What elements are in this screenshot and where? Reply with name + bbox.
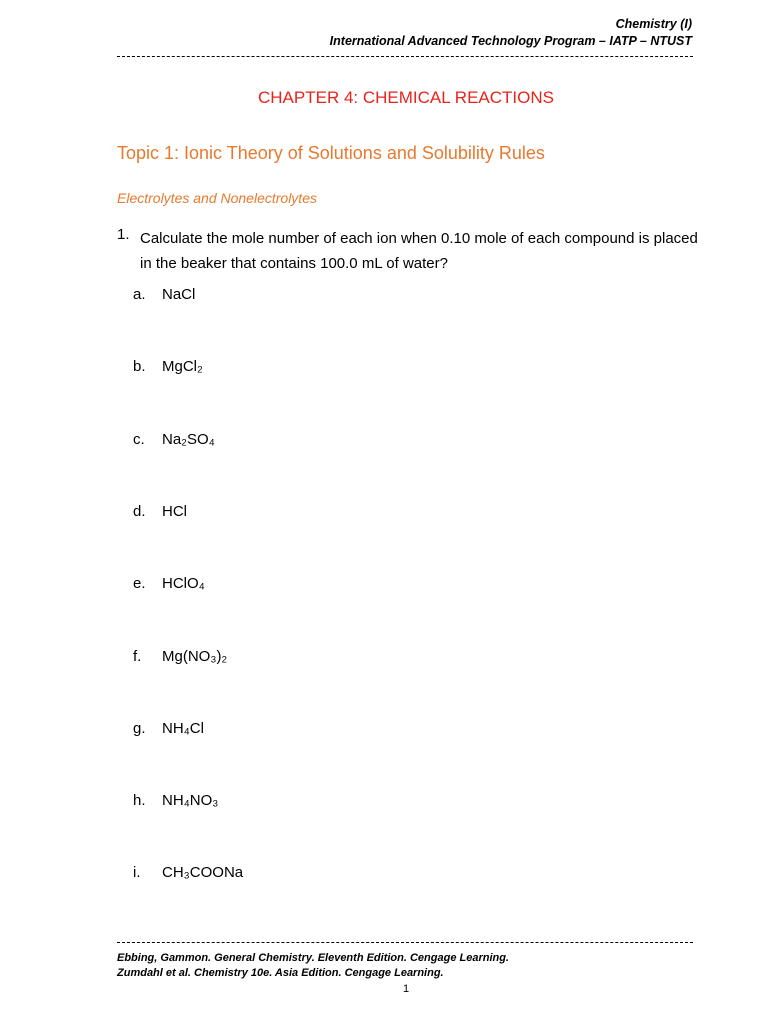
footer-reference-2: Zumdahl et al. Chemistry 10e. Asia Edition. Cengage Learning. bbox=[117, 967, 444, 979]
item-formula: HClO₄ bbox=[162, 575, 205, 592]
item-formula: Mg(NO₃)₂ bbox=[162, 648, 228, 665]
footer-divider bbox=[117, 942, 693, 943]
header-program: International Advanced Technology Program – IATP – NTUST bbox=[329, 34, 692, 48]
item-letter: e. bbox=[133, 575, 146, 592]
item-formula: NH₄Cl bbox=[162, 720, 204, 737]
item-letter: c. bbox=[133, 431, 145, 448]
item-letter: h. bbox=[133, 792, 146, 809]
item-letter: i. bbox=[133, 864, 141, 881]
item-letter: a. bbox=[133, 286, 146, 303]
header-divider bbox=[117, 56, 693, 57]
question-text: Calculate the mole number of each ion when 0.10 mole of each compound is placed in the beaker that contains 100.0 mL of water? bbox=[140, 230, 698, 272]
item-formula: NH₄NO₃ bbox=[162, 792, 219, 809]
item-letter: b. bbox=[133, 358, 146, 375]
item-formula: CH₃COONa bbox=[162, 864, 244, 881]
chapter-title: CHAPTER 4: CHEMICAL REACTIONS bbox=[258, 88, 554, 107]
page-number: 1 bbox=[402, 983, 410, 995]
question-number: 1. bbox=[117, 226, 130, 243]
header-course: Chemistry (I) bbox=[615, 17, 692, 31]
footer-reference-1: Ebbing, Gammon. General Chemistry. Eleventh Edition. Cengage Learning. bbox=[117, 952, 509, 964]
item-formula: NaCl bbox=[162, 286, 196, 303]
item-formula: Na₂SO₄ bbox=[162, 431, 215, 448]
subtopic-title: Electrolytes and Nonelectrolytes bbox=[117, 190, 317, 206]
topic-title: Topic 1: Ionic Theory of Solutions and Solubility Rules bbox=[117, 143, 545, 163]
item-letter: f. bbox=[133, 648, 142, 665]
item-formula: HCl bbox=[162, 503, 187, 520]
item-formula: MgCl₂ bbox=[162, 358, 203, 375]
item-letter: g. bbox=[133, 720, 146, 737]
item-letter: d. bbox=[133, 503, 146, 520]
